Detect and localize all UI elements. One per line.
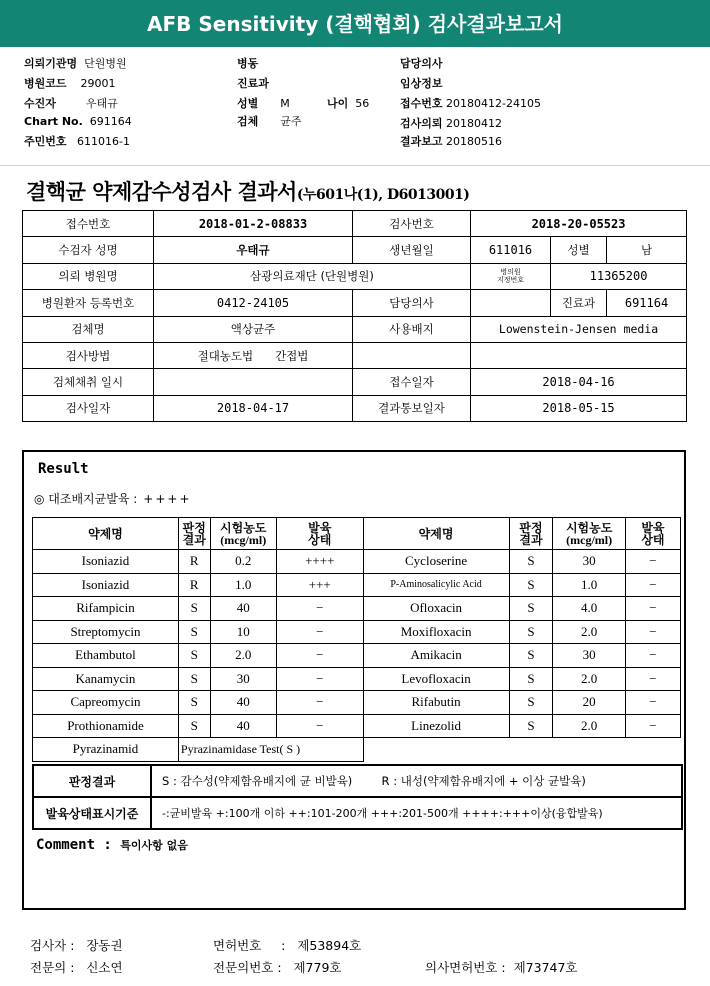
drug-name: Ofloxacin xyxy=(363,597,509,621)
table-row xyxy=(33,597,681,621)
judge-result: S xyxy=(178,620,210,644)
judge-result: S xyxy=(509,550,553,574)
patient-name: 우태규 xyxy=(154,237,353,263)
table-row xyxy=(33,644,681,668)
reg-no: 0412-24105 xyxy=(154,290,353,316)
test-concentration: 40 xyxy=(210,714,276,738)
field-clinical-info: 임상정보 xyxy=(400,77,443,90)
dept: 691164 xyxy=(607,290,687,316)
table-row xyxy=(33,667,681,691)
test-concentration: 30 xyxy=(553,644,625,668)
col-growth-2: 발육 상태 xyxy=(625,518,680,550)
table-row xyxy=(33,714,681,738)
test-date: 2018-04-17 xyxy=(154,395,353,421)
judge-criteria-label: 판정결과 xyxy=(33,765,151,797)
growth-status: − xyxy=(276,714,363,738)
patient-name-label: 수검자 성명 xyxy=(23,237,154,263)
drug-name: Kanamycin xyxy=(33,667,179,691)
pyrazinamidase-test: Pyrazinamidase Test( S ) xyxy=(178,738,363,762)
growth-status: − xyxy=(625,597,680,621)
growth-status: − xyxy=(625,573,680,597)
medium: Lowenstein-Jensen media xyxy=(471,316,687,342)
test-concentration: 2.0 xyxy=(553,620,625,644)
test-no: 2018-20-05523 xyxy=(471,211,687,237)
growth-status: − xyxy=(625,691,680,715)
designated-no: 11365200 xyxy=(551,263,687,289)
growth-status: − xyxy=(625,550,680,574)
growth-status: − xyxy=(625,644,680,668)
table-header-row xyxy=(33,518,681,550)
drug-name: Rifabutin xyxy=(363,691,509,715)
drug-name: Levofloxacin xyxy=(363,667,509,691)
test-date-label: 검사일자 xyxy=(23,395,154,421)
field-resident-no: 주민번호 611016-1 xyxy=(24,135,130,148)
drug-name: Rifampicin xyxy=(33,597,179,621)
patient-info-table xyxy=(22,210,687,422)
test-concentration: 4.0 xyxy=(553,597,625,621)
control-growth: ◎ 대조배지균발육 : ++++ xyxy=(34,492,192,506)
method-blank xyxy=(353,342,471,368)
drug-name: Isoniazid xyxy=(33,550,179,574)
drug-result-table xyxy=(32,517,681,762)
method-blank-2 xyxy=(471,342,687,368)
doctor-license-no: 의사면허번호 : 제73747호 xyxy=(425,960,578,975)
growth-status: − xyxy=(276,597,363,621)
field-report-date: 결과보고 20180516 xyxy=(400,135,503,148)
table-row xyxy=(33,573,681,597)
drug-name: Ethambutol xyxy=(33,644,179,668)
drug-name: Isoniazid xyxy=(33,573,179,597)
doctor xyxy=(471,290,551,316)
growth-status: − xyxy=(276,691,363,715)
test-concentration: 30 xyxy=(210,667,276,691)
growth-status: − xyxy=(276,667,363,691)
judge-result: R xyxy=(178,550,210,574)
judge-result: S xyxy=(178,714,210,738)
result-section xyxy=(22,450,686,910)
growth-status: − xyxy=(625,714,680,738)
test-no-label: 검사번호 xyxy=(353,211,471,237)
table-row-pyrazinamid xyxy=(33,738,681,762)
notify-date-label: 결과통보일자 xyxy=(353,395,471,421)
drug-name: Amikacin xyxy=(363,644,509,668)
field-specimen: 검체 균주 xyxy=(237,115,302,128)
method-label: 검사방법 xyxy=(23,342,154,368)
table-row xyxy=(33,550,681,574)
field-requester: 의뢰기관명 단원병원 xyxy=(24,57,127,70)
drug-name: Capreomycin xyxy=(33,691,179,715)
col-judge-2: 판정 결과 xyxy=(509,518,553,550)
legend-table xyxy=(32,764,683,830)
receipt-no-label: 접수번호 xyxy=(23,211,154,237)
test-concentration: 20 xyxy=(553,691,625,715)
specialist: 전문의 : 신소연 xyxy=(30,960,123,975)
field-age: 나이 56 xyxy=(327,97,370,110)
receipt-no: 2018-01-2-08833 xyxy=(154,211,353,237)
table-row xyxy=(33,691,681,715)
result-label: Result xyxy=(38,461,89,477)
examiner: 검사자 : 장동권 xyxy=(30,938,123,953)
drug-name: P-Aminosalicylic Acid xyxy=(363,573,509,597)
birth-date: 611016 xyxy=(471,237,551,263)
test-concentration: 40 xyxy=(210,597,276,621)
received-date: 2018-04-16 xyxy=(471,369,687,395)
specimen: 액상균주 xyxy=(154,316,353,342)
judge-result: S xyxy=(509,644,553,668)
test-concentration: 1.0 xyxy=(210,573,276,597)
growth-criteria-label: 발육상태표시기준 xyxy=(33,797,151,829)
collection-date xyxy=(154,369,353,395)
collection-label: 검체채취 일시 xyxy=(23,369,154,395)
col-judge: 판정 결과 xyxy=(178,518,210,550)
license-no: 면허번호 : 제53894호 xyxy=(213,938,362,953)
specimen-label: 검체명 xyxy=(23,316,154,342)
col-conc-2: 시험농도 (mcg/ml) xyxy=(553,518,625,550)
medium-label: 사용배지 xyxy=(353,316,471,342)
empty-cell xyxy=(363,738,680,762)
field-sex: 성별 M xyxy=(237,97,290,110)
growth-status: ++++ xyxy=(276,550,363,574)
field-hospital-code: 병원코드 29001 xyxy=(24,77,116,90)
judge-result: S xyxy=(509,691,553,715)
judge-result: S xyxy=(509,667,553,691)
drug-name: Moxifloxacin xyxy=(363,620,509,644)
col-drug: 약제명 xyxy=(33,518,179,550)
judge-result: R xyxy=(178,573,210,597)
drug-name: Pyrazinamid xyxy=(33,738,179,762)
drug-name: Prothionamide xyxy=(33,714,179,738)
field-doctor: 담당의사 xyxy=(400,57,443,70)
col-growth: 발육 상태 xyxy=(276,518,363,550)
field-accession-no: 접수번호 20180412-24105 xyxy=(400,97,541,110)
report-banner-title: AFB Sensitivity (결핵협회) 검사결과보고서 xyxy=(0,0,710,47)
birth-label: 생년월일 xyxy=(353,237,471,263)
sex: 남 xyxy=(607,237,687,263)
test-concentration: 10 xyxy=(210,620,276,644)
field-patient: 수진자 우태규 xyxy=(24,97,118,110)
test-concentration: 1.0 xyxy=(553,573,625,597)
designated-no-label: 병의원 지정번호 xyxy=(471,263,551,289)
growth-status: − xyxy=(276,644,363,668)
field-chart-no: Chart No. 691164 xyxy=(24,115,132,128)
hospital-name: 삼광의료재단 (단원병원) xyxy=(154,263,471,289)
growth-criteria: -:균비발육 +:100개 이하 ++:101-200개 +++:201-500개 ++++:+++이상(융합발육) xyxy=(151,797,682,829)
judge-result: S xyxy=(178,597,210,621)
test-concentration: 2.0 xyxy=(553,667,625,691)
test-concentration: 30 xyxy=(553,550,625,574)
judge-result: S xyxy=(178,691,210,715)
report-header xyxy=(0,47,710,166)
test-concentration: 2.0 xyxy=(553,714,625,738)
judge-result: S xyxy=(509,714,553,738)
judge-result: S xyxy=(509,597,553,621)
hospital-label: 의뢰 병원명 xyxy=(23,263,154,289)
report-title: 결핵균 약제감수성검사 결과서(누601나(1), D6013001) xyxy=(26,179,470,204)
drug-name: Linezolid xyxy=(363,714,509,738)
doctor-label: 담당의사 xyxy=(353,290,471,316)
growth-status: − xyxy=(276,620,363,644)
test-concentration: 2.0 xyxy=(210,644,276,668)
growth-status: − xyxy=(625,620,680,644)
col-drug-2: 약제명 xyxy=(363,518,509,550)
field-request-date: 검사의뢰 20180412 xyxy=(400,117,503,130)
judge-result: S xyxy=(178,667,210,691)
judge-result: S xyxy=(509,620,553,644)
growth-status: − xyxy=(625,667,680,691)
dept-label: 진료과 xyxy=(551,290,607,316)
judge-result: S xyxy=(178,644,210,668)
specialist-no: 전문의번호 : 제779호 xyxy=(213,960,342,975)
notify-date: 2018-05-15 xyxy=(471,395,687,421)
comment: Comment : 특이사항 없음 xyxy=(36,837,188,853)
table-row xyxy=(33,620,681,644)
test-concentration: 0.2 xyxy=(210,550,276,574)
drug-name: Streptomycin xyxy=(33,620,179,644)
judge-criteria: S : 감수성(약제함유배지에 균 비발육) R : 내성(약제함유배지에 + 이상 균발육) xyxy=(151,765,682,797)
field-ward: 병동 xyxy=(237,57,259,70)
received-label: 접수일자 xyxy=(353,369,471,395)
sex-label: 성별 xyxy=(551,237,607,263)
col-conc: 시험농도 (mcg/ml) xyxy=(210,518,276,550)
field-dept: 진료과 xyxy=(237,77,269,90)
growth-status: +++ xyxy=(276,573,363,597)
reg-no-label: 병원환자 등록번호 xyxy=(23,290,154,316)
test-concentration: 40 xyxy=(210,691,276,715)
drug-name: Cycloserine xyxy=(363,550,509,574)
method: 절대농도법 간접법 xyxy=(154,342,353,368)
judge-result: S xyxy=(509,573,553,597)
